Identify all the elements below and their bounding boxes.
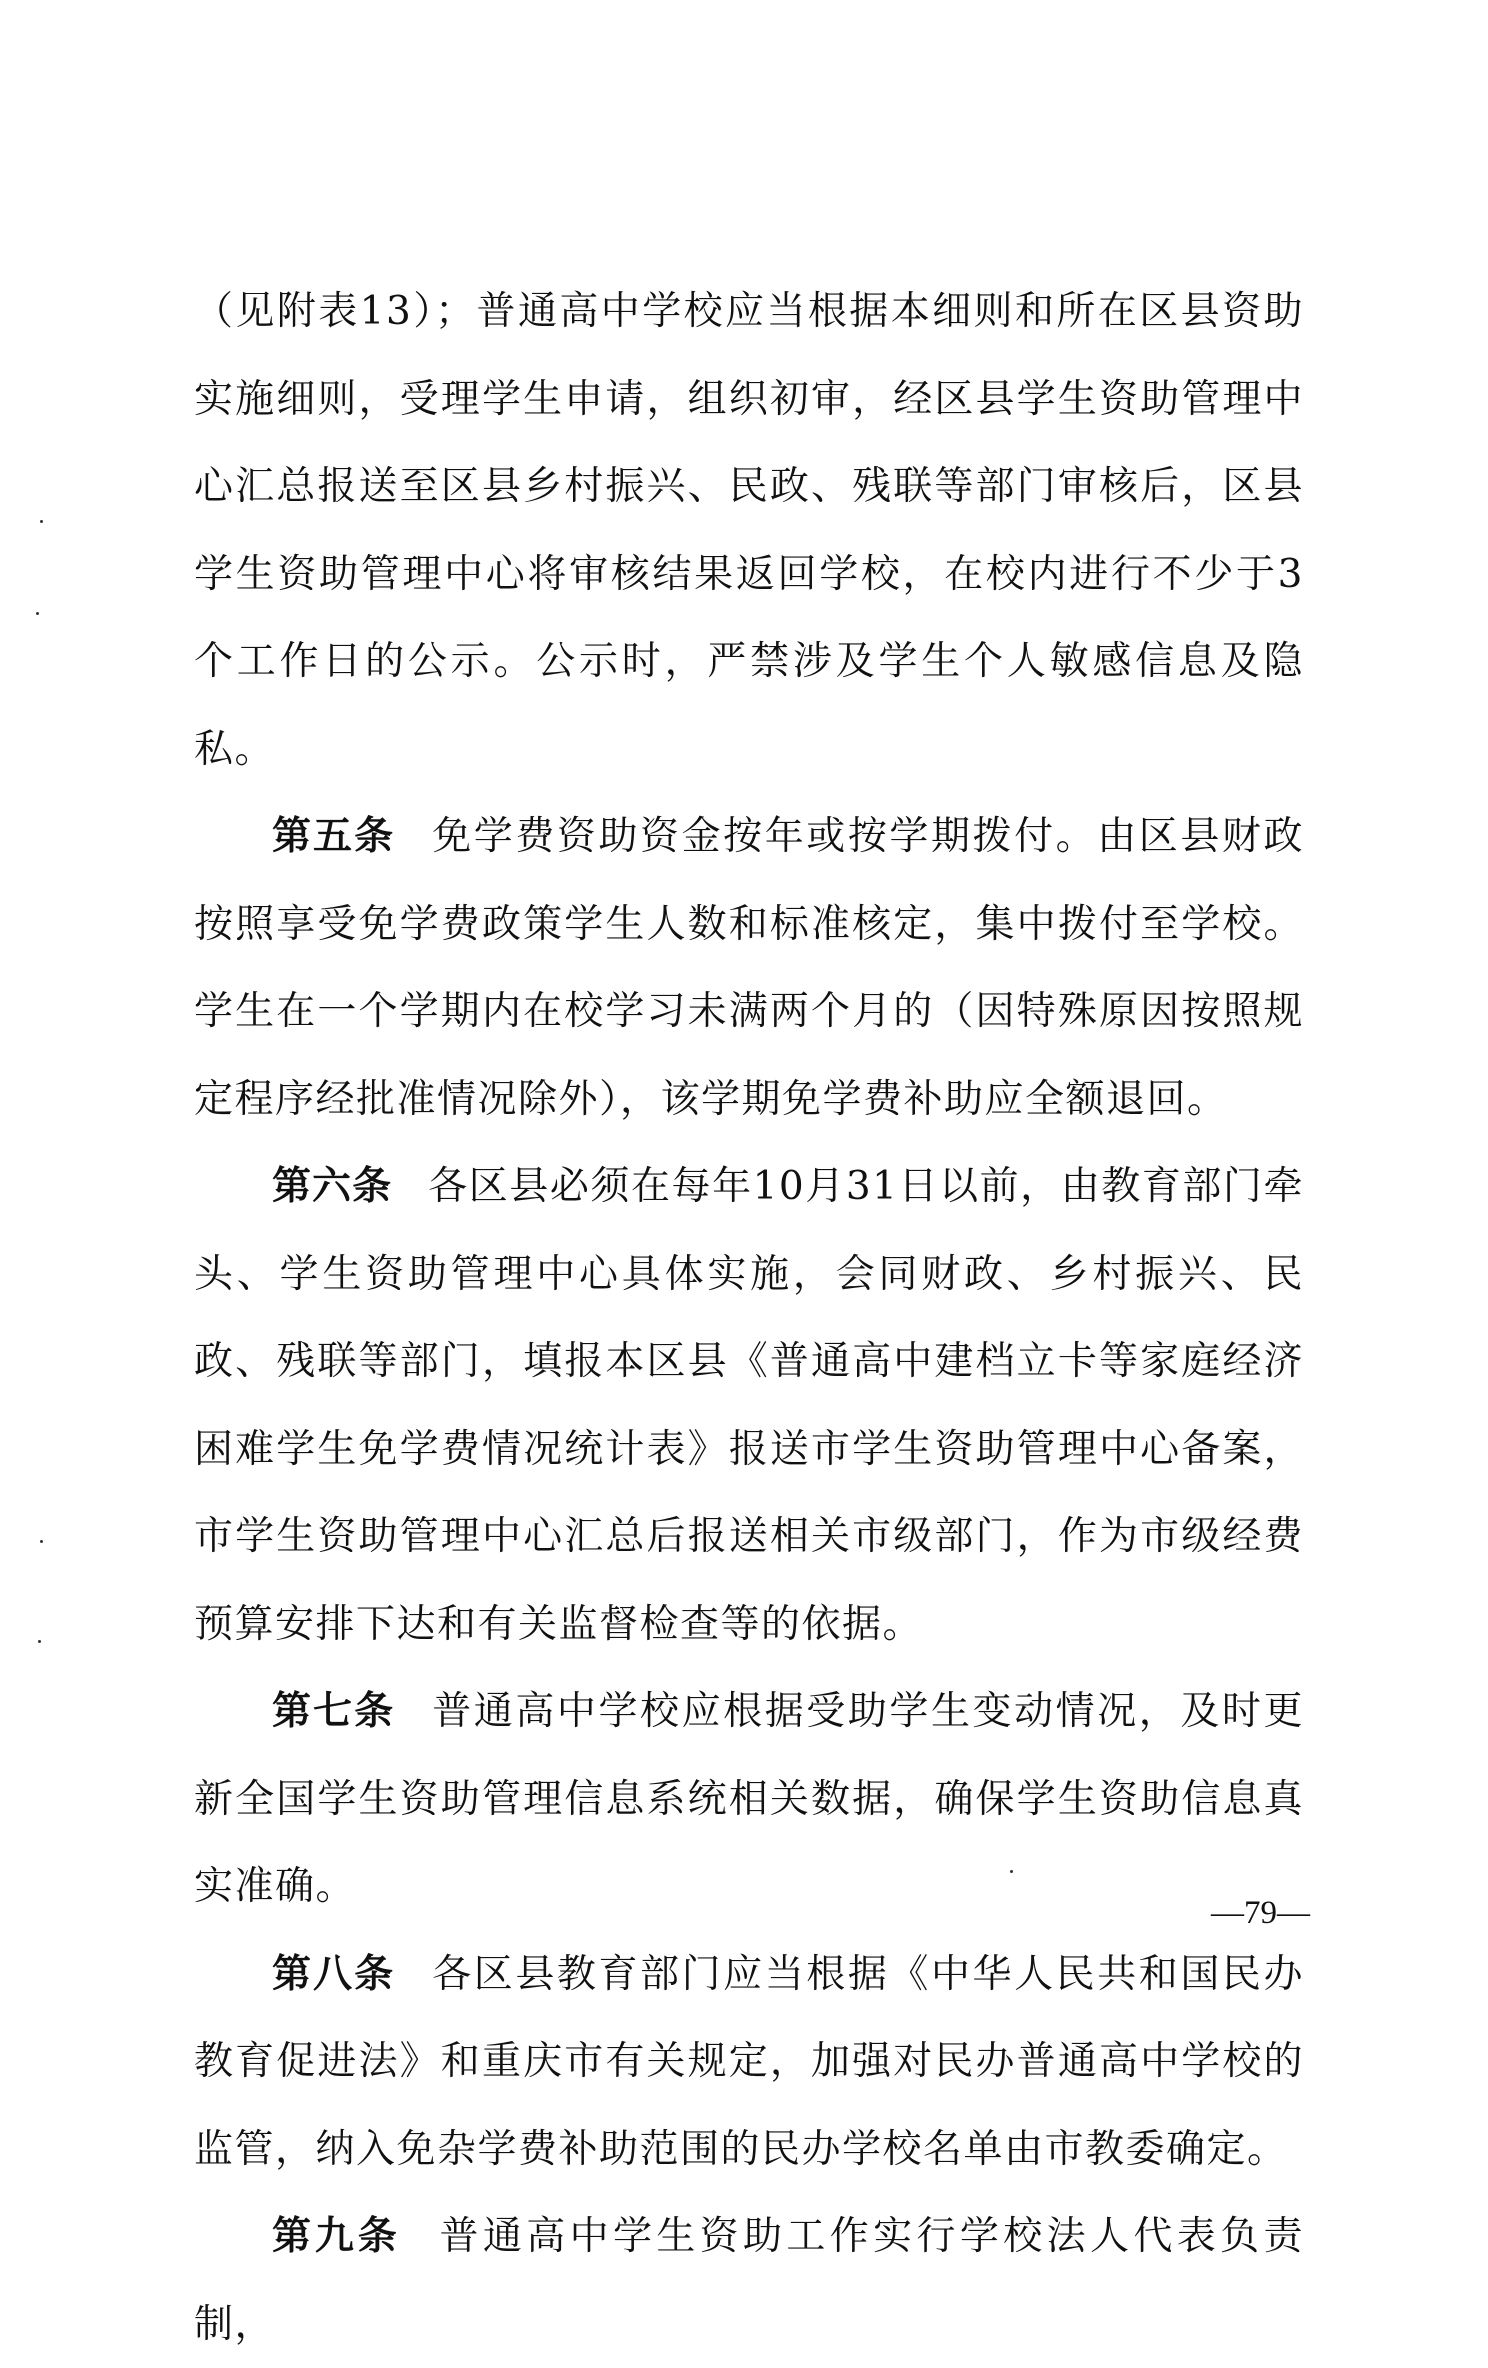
page-number: —79— xyxy=(1211,1895,1310,1931)
scan-speck xyxy=(38,1640,41,1643)
paragraph-text: 各区县必须在每年10月31日以前，由教育部门牵头、学生资助管理中心具体实施，会同财政、乡村振兴、民政、残联等部门，填报本区县《普通高中建档立卡等家庭经济困难学生免学费情况统计表》报送市学生资助管理中心备案，市学生资助管理中心汇总后报送相关市级部门，作为市级经费预算安排下达和有关监督检查等的依据。 xyxy=(194,1164,1304,1647)
paragraph-continuation xyxy=(194,268,1304,793)
document-body xyxy=(194,268,1304,2368)
article-five xyxy=(194,793,1304,1143)
article-label: 第五条 xyxy=(272,814,396,859)
article-label: 第九条 xyxy=(272,2214,401,2259)
article-eight xyxy=(194,1931,1304,2194)
paragraph-text: （见附表13）；普通高中学校应当根据本细则和所在区县资助实施细则，受理学生申请，组织初审，经区县学生资助管理中心汇总报送至区县乡村振兴、民政、残联等部门审核后，区县学生资助管理中心将审核结果返回学校，在校内进行不少于3个工作日的公示。公示时，严禁涉及学生个人敏感信息及隐私。 xyxy=(194,289,1304,772)
paragraph-text: 各区县教育部门应当根据《中华人民共和国民办教育促进法》和重庆市有关规定，加强对民办普通高中学校的监管，纳入免杂学费补助范围的民办学校名单由市教委确定。 xyxy=(194,1951,1304,2172)
scan-speck xyxy=(36,612,39,615)
article-label: 第六条 xyxy=(272,1164,393,1209)
article-six xyxy=(194,1143,1304,1668)
paragraph-text: 普通高中学生资助工作实行学校法人代表负责制， xyxy=(194,2214,1304,2347)
scan-speck xyxy=(1010,1870,1013,1873)
article-label: 第七条 xyxy=(272,1689,396,1734)
scan-speck xyxy=(40,1540,43,1543)
article-seven xyxy=(194,1668,1304,1931)
article-label: 第八条 xyxy=(272,1951,396,1997)
scan-speck xyxy=(40,520,43,523)
article-nine xyxy=(194,2193,1304,2368)
paragraph-text: 普通高中学校应根据受助学生变动情况，及时更新全国学生资助管理信息系统相关数据，确保学生资助信息真实准确。 xyxy=(194,1689,1304,1909)
paragraph-text: 免学费资助资金按年或按学期拨付。由区县财政按照享受免学费政策学生人数和标准核定，集中拨付至学校。学生在一个学期内在校学习未满两个月的（因特殊原因按照规定程序经批准情况除外），该学期免学费补助应全额退回。 xyxy=(194,814,1304,1122)
